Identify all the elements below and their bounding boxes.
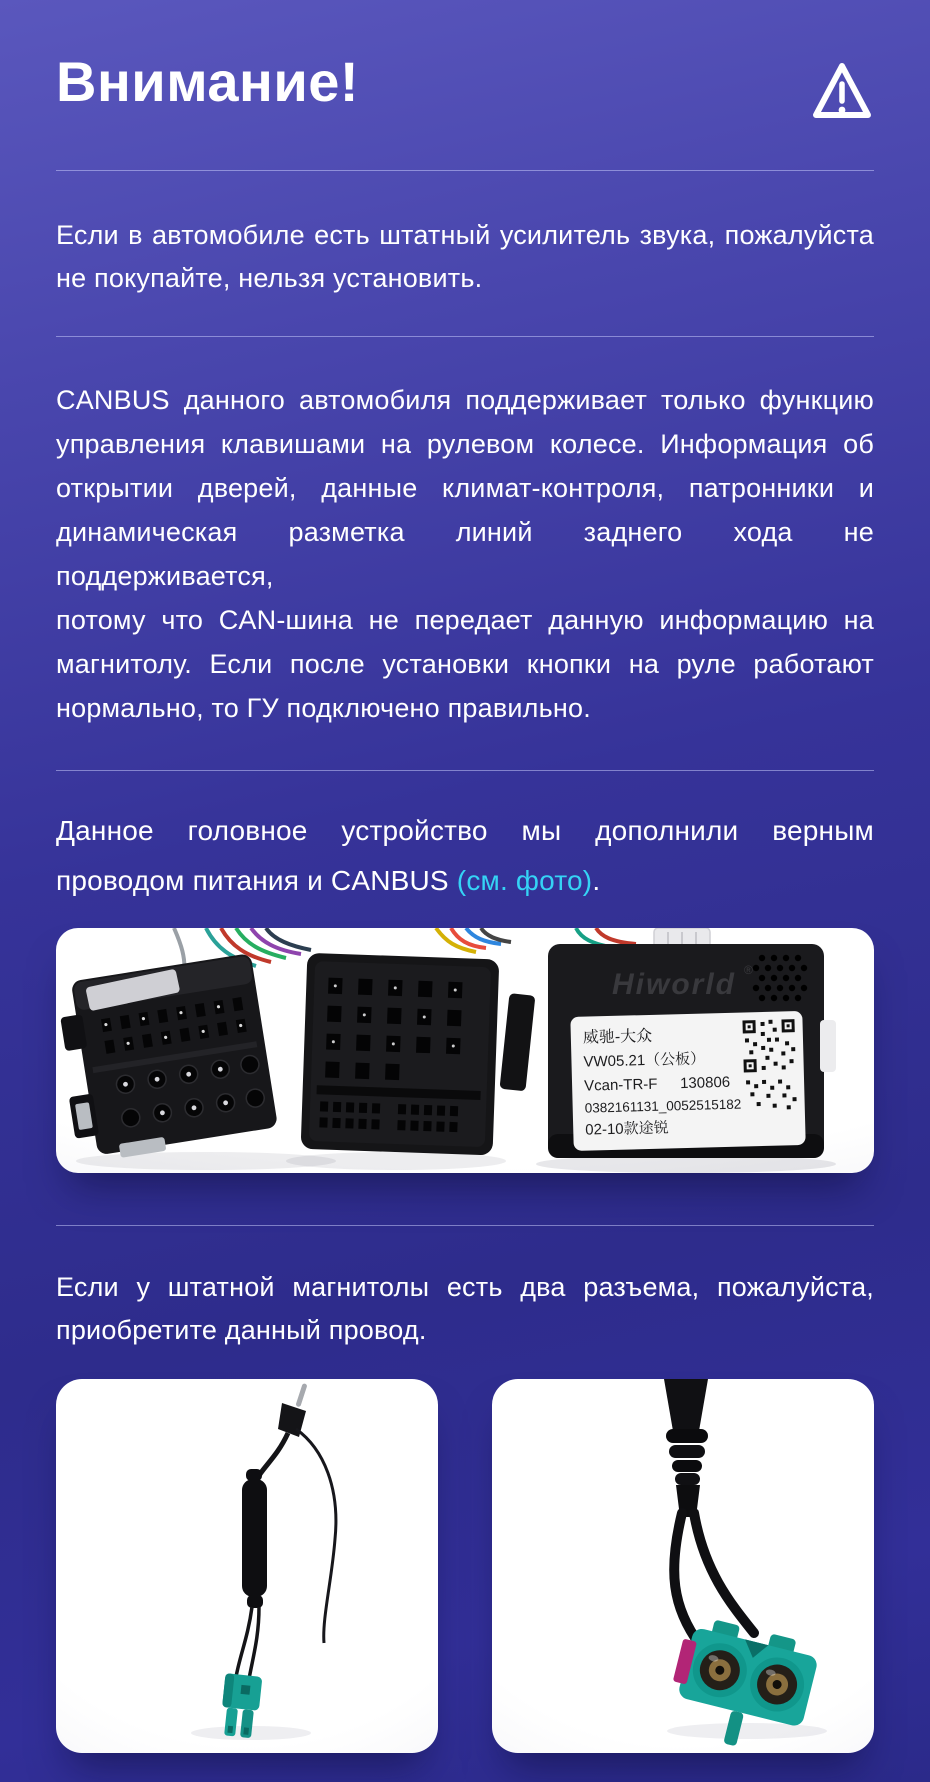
quadlock-connector-illustration: [56, 953, 279, 1164]
banner-header: [56, 45, 874, 118]
notice-line: открытии дверей, данные климат-контроля, патронники и: [56, 473, 874, 503]
fakra-connector-photo: [492, 1379, 874, 1753]
sticker-line-code: 130806: [679, 1073, 731, 1093]
antenna-adapter-photo: [56, 1379, 438, 1753]
registered-mark: ®: [744, 963, 753, 977]
sticker-line-model: 威驰-大众: [582, 1027, 653, 1047]
sticker-line-fitment: 02-10款途锐: [585, 1119, 669, 1139]
warning-triangle-icon: [810, 57, 874, 127]
notice-line: [56, 856, 874, 906]
sticker-line-version: VW05.21（公板）: [583, 1050, 706, 1071]
see-photo-note: (см. фото): [456, 865, 593, 896]
notice-amplifier-warning: [56, 214, 874, 300]
dual-fakra-illustration: [661, 1379, 822, 1753]
divider: [56, 336, 874, 337]
iso-connector-illustration: [301, 953, 537, 1157]
notice-line: потому что CAN-шина не передает данную информацию на: [56, 605, 874, 635]
divider: [56, 170, 874, 171]
notice-line: нормально, то ГУ подключено правильно.: [56, 693, 591, 723]
notice-line: управления клавишами на рулевом колесе. Информация об: [56, 429, 874, 459]
antenna-adapter-illustration: [219, 1383, 336, 1739]
notice-line: Данное головное устройство мы дополнили верным: [56, 815, 874, 846]
notice-power-wire: [56, 806, 874, 906]
notice-text: проводом питания и CANBUS: [56, 865, 457, 896]
notice-line: Если у штатной магнитолы есть два разъема, пожалуйста,: [56, 1272, 874, 1302]
divider: [56, 770, 874, 771]
page-title: Внимание!: [56, 50, 360, 113]
notice-line: Если в автомобиле есть штатный усилитель звука, пожалуйста: [56, 220, 874, 250]
notice-line: не покупайте, нельзя установить.: [56, 263, 483, 293]
notice-text: .: [592, 865, 601, 896]
notice-line: динамическая разметка линий заднего хода не поддерживается,: [56, 517, 874, 591]
canbus-adapter-photo: [56, 928, 874, 1173]
sticker-line-serial: 0382161131_0052515182: [584, 1096, 742, 1116]
sticker-line-type: Vcan-TR-F: [583, 1075, 658, 1095]
hiworld-brand-text: Hiworld: [612, 968, 736, 1001]
canbus-box-illustration: [548, 944, 836, 1158]
adapter-photos-row: [56, 1379, 874, 1753]
notice-line: магнитолу. Если после установки кнопки на руле работают: [56, 649, 874, 679]
divider: [56, 1225, 874, 1226]
notice-line: приобретите данный провод.: [56, 1315, 427, 1345]
notice-two-connectors: [56, 1266, 874, 1352]
notice-canbus-functions: [56, 378, 874, 730]
sticker-label: [570, 1011, 805, 1151]
notice-line: CANBUS данного автомобиля поддерживает только функцию: [56, 385, 874, 415]
